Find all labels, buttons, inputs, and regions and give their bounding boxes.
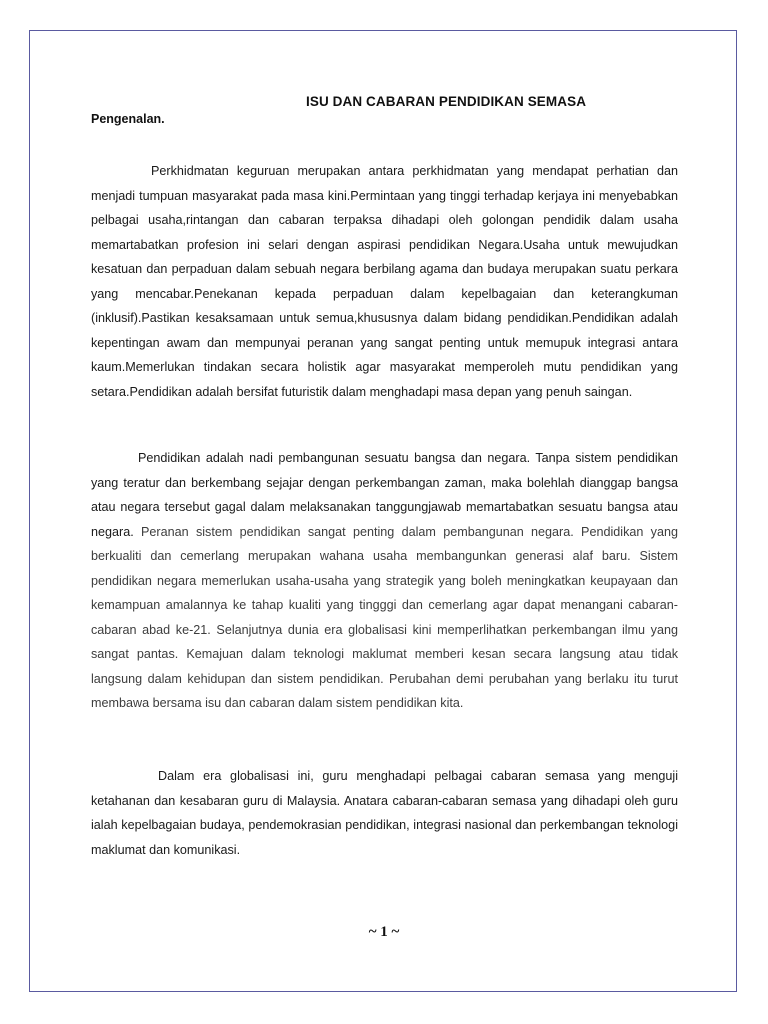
paragraph-2-rest: Peranan sistem pendidikan sangat penting dalam pembangunan negara. Pendidikan yang berkualiti dan cemerlang merupakan wahana usaha membangunkan generasi alaf baru. Sistem pendidikan negara memerlukan usaha-usaha yang strategik yang boleh meningkatkan keupayaan dan kemampuan amalannya ke tahap kualiti yang tingggi dan cemerlang agar dapat menangani cabaran-cabaran abad ke-21. Selanjutnya dunia era globalisasi kini memperlihatkan perkembangan ilmu yang sangat pantas. Kemajuan dalam teknologi maklumat memberi kesan secara langsung atau tidak langsung dalam kehidupan dan sistem pendidikan. Perubahan demi perubahan yang berlaku itu turut membawa bersama isu dan cabaran dalam sistem pendidikan kita.: [91, 524, 678, 710]
document-title: ISU DAN CABARAN PENDIDIKAN SEMASA: [306, 94, 587, 109]
paragraph-2: [91, 446, 678, 716]
paragraph-2-lead: Pendidikan adalah nadi pembangunan sesuatu bangsa dan negara. Tanpa sistem pendidikan yang teratur dan berkembang sejajar dengan perkembangan zaman, maka bolehlah dianggap bangsa atau negara tersebut gagal dalam melaksanakan tanggungjawab memartabatkan sesuatu bangsa atau negara.: [91, 451, 678, 539]
section-heading: Pengenalan.: [91, 112, 165, 126]
paragraph-3: Dalam era globalisasi ini, guru menghadapi pelbagai cabaran semasa yang menguji ketahanan dan kesabaran guru di Malaysia. Anatara cabaran-cabaran semasa yang dihadapi oleh guru ialah kepelbagaian budaya, pendemokrasian pendidikan, integrasi nasional dan perkembangan teknologi maklumat dan komunikasi.: [91, 769, 678, 857]
paragraph-1: Perkhidmatan keguruan merupakan antara perkhidmatan yang mendapat perhatian dan menjadi tumpuan masyarakat pada masa kini.Permintaan yang tinggi terhadap kerjaya ini menyebabkan pelbagai usaha,rintangan dan cabaran terpaksa dihadapi oleh golongan pendidik dalam usaha memartabatkan profesion ini selari dengan aspirasi pendidikan Negara.Usaha untuk mewujudkan kesatuan dan perpaduan dalam sebuah negara berbilang agama dan budaya merupakan suatu perkara yang mencabar.Penekanan kepada perpaduan dalam kepelbagaian dan keterangkuman (inklusif).Pastikan kesaksamaan untuk semua,khususnya dalam bidang pendidikan.Pendidikan adalah kepentingan awam dan mempunyai peranan yang sangat penting untuk memupuk integrasi antara kaum.Memerlukan tindakan secara holistik agar masyarakat memperoleh mutu pendidikan yang setara.Pendidikan adalah bersifat futuristik dalam menghadapi masa depan yang penuh saingan.: [91, 164, 678, 399]
page-number: ~ 1 ~: [368, 924, 400, 940]
